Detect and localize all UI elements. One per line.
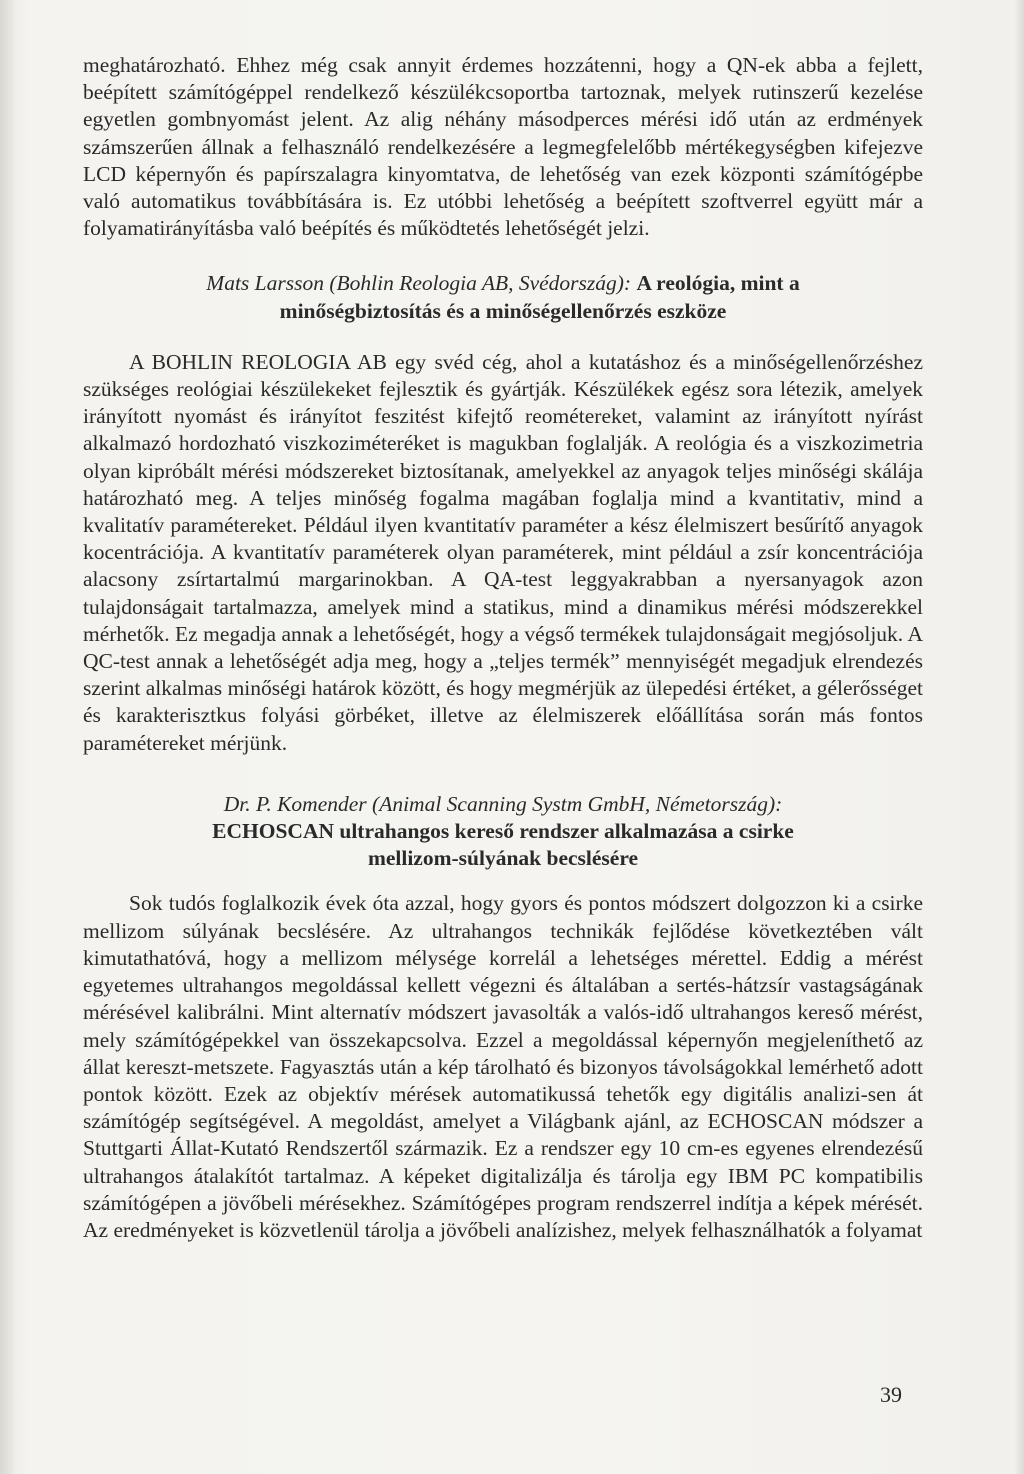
section-author: Dr. P. Komender (Animal Scanning Systm GmbH, Németország): [223,791,783,816]
section-heading-echoscan [83,791,923,873]
page-number: 39 [880,1382,902,1407]
section-author: Mats Larsson (Bohlin Reologia AB, Svédország): [206,271,632,296]
section-heading-rheology [83,270,923,324]
section-body-echoscan: Sok tudós foglalkozik évek óta azzal, hogy gyors és pontos módszert dolgozzon ki a csirke mellizom súlyának becslésére. Az ultrahangos technikák fejlődése következtében vált kimutathatóvá, hogy a mellizom mélysége korrelál a lehetséges mérettel. Eddig a mérést egyetemes ultrahangos megoldással kellett végezni és általában a sertés-hátzsír vastagságának mérésével kalibrálni. Mint alternatív módszert javasolták a valós-idő ultrahangos kereső mérést, mely számítógépekkel van összekapcsolva. Ezzel a megoldással képernyőn megjeleníthető az állat kereszt-metszete. Fagyasztás után a kép tárolható és bizonyos távolságokkal lemérhető adott pontok között. Ezek az objektív mérések automatikussá tehetők egy digitális analizi-sen át számítógép segítségével. A megoldást, amelyet a Világbank ajánl, az ECHOSCAN módszer a Stuttgarti Állat-Kutató Rendszertől származik. Ez a rendszer egy 10 cm-es egyenes elrendezésű ultrahangos átalakítót tartalmaz. A képeket digitalizálja és tárolja egy IBM PC kompatibilis számítógépen a jövőbeli mérésekhez. Számítógépes program rendszerrel indítja a képek mérését. Az eredményeket is közvetlenül tárolja a jövőbeli analízishez, melyek felhasználhatók a folyamat [83,891,923,1242]
section-title: ECHOSCAN ultrahangos kereső rendszer alkalmazása a csirke [212,819,794,844]
section-title-line2: minőségbiztosítás és a minőségellenőrzés eszköze [279,298,727,323]
intro-paragraph: meghatározható. Ehhez még csak annyit érdemes hozzátenni, hogy a QN-ek abba a fejlett, beépített számítógéppel rendelkező készülékcsoportba tartoznak, melyek rutinszerű kezelése egyetlen gombnyomást jelent. Az alig néhány másodperces mérési idő után az erdmények számszerűen állnak a felhasználó rendelkezésére a legmegfelelőbb mértékegységben kifejezve LCD képernyőn és papírszalagra kinyomtatva, de lehetőség van ezek központi számítógépbe való automatikus továbbítására is. Ez utóbbi lehetőség a beépített szoftverrel együtt már a folyamatirányításba való beépítés és működtetés lehetőségét jelzi. [83,53,923,241]
page-edge-shadow [1014,0,1024,1474]
page-spine-shadow [0,0,14,1474]
section-title: A reológia, mint a [636,271,800,296]
section-title-line2: mellizom-súlyának becslésére [367,846,639,871]
section-body-rheology: A BOHLIN REOLOGIA AB egy svéd cég, ahol a kutatáshoz és a minőségellenőrzéshez szükséges reológiai készülekeket fejlesztik és gyártják. Készülékek egész sora létezik, amelyek irányított nyomást és irányítot feszitést kifejtő reométereket, valamint az irányított nyírást alkalmazó hordozható viszkoziméteréket is magukban foglalják. A reológia és a viszkozimetria olyan kipróbált mérési módszereket biztosítanak, amelyekkel az anyagok teljes minőségi skálája határozható meg. A teljes minőség fogalma magában foglalja mind a kvantitativ, mind a kvalitatív paramétereket. Például ilyen kvantitatív paraméter a kész élelmiszert besűrítő anyagok kocentrációja. A kvantitatív paraméterek olyan paraméterek, mint például a zsír koncentrációja alacsony zsírtartalmú margarinokban. A QA-test leggyakrabban a nyersanyagok azon tulajdonságait tartalmazza, amelyek mind a statikus, mind a dinamikus mérési módszerekkel mérhetők. Ez megadja annak a lehetőségét, hogy a végső termékek tulajdonságait megjósoljuk. A QC-test annak a lehetőségét adja meg, hogy a „teljes termék” mennyiségét megadjuk elrendezés szerint alkalmas minőségi határok között, és hogy megmérjük az ülepedési értéket, a gélerősséget és karakterisztkus folyási görbéket, illetve az élelmiszerek előállítása során más fontos paramétereket mérjünk. [83,349,923,755]
page-content [83,52,923,1244]
